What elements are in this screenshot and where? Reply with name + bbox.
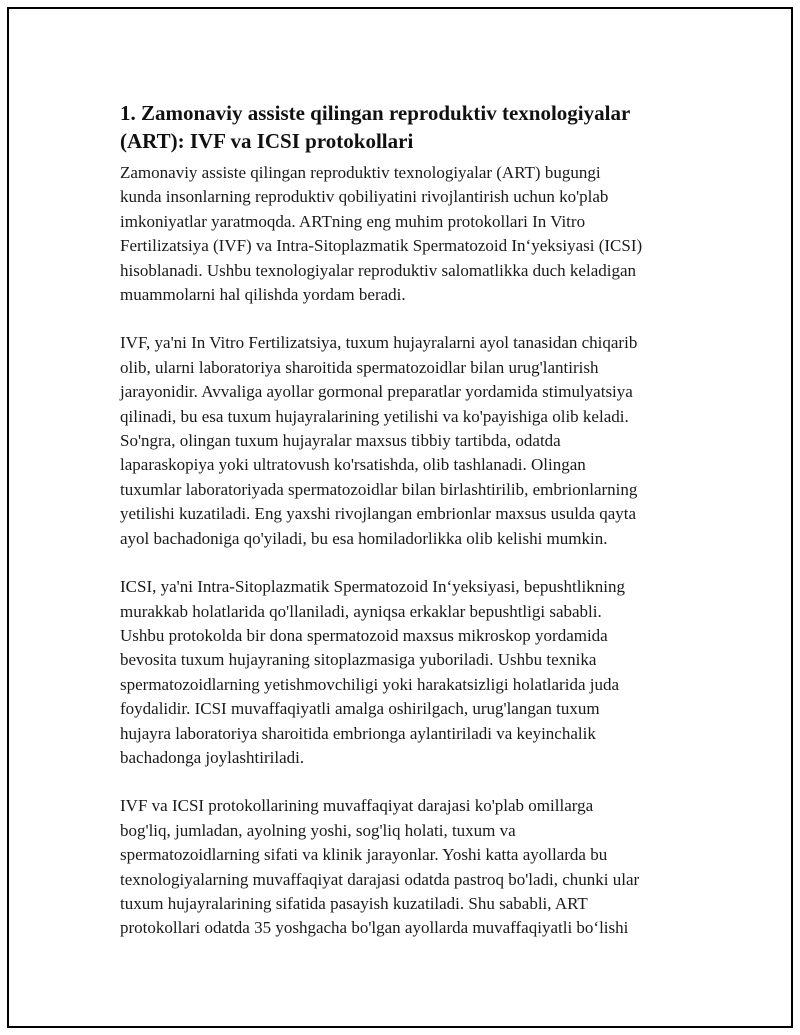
paragraph-success-rate: IVF va ICSI protokollarining muvaffaqiyat darajasi ko'plab omillarga bog'liq, jumladan, ayolning yoshi, sog'liq holati, tuxum va spermatozoidlarning sifati va klinik jarayonlar. Yoshi katta ayollarda bu texnologiyalarning muvaffaqiyat darajasi odatda pastroq bo'ladi, chunki ular tuxum hujayralarining sifatida pasayish kuzatiladi. Shu sababli, ART protokollari odatda 35 yoshgacha bo'lgan ayollarda muvaffaqiyatli boʻlishi [120,796,640,938]
document-body [120,99,695,965]
heading-line-2: (ART): IVF va ICSI protokollari [120,129,414,153]
paragraph-ivf: IVF, ya'ni In Vitro Fertilizatsiya, tuxum hujayralarni ayol tanasidan chiqarib olib, ularni laboratoriya sharoitida spermatozoidlar bilan urug'lantirish jarayonidir. Avvaliga ayollar gormonal preparatlar yordamida stimulyatsiya qilinadi, bu esa tuxum hujayralarining yetilishi va ko'payishiga olib keladi. So'ngra, olingan tuxum hujayralar maxsus tibbiy tartibda, odatda laparaskopiya yoki ultratovush ko'rsatishda, olib tashlanadi. Olingan tuxumlar laboratoriyada spermatozoidlar bilan birlashtirilib, embrionlarning yetilishi kuzatiladi. Eng yaxshi rivojlangan embrionlar maxsus usulda qayta ayol bachadoniga qo'yiladi, bu esa homiladorlikka olib kelishi mumkin. [120,333,638,548]
page-frame [7,7,793,1028]
paragraph-art-intro: Zamonaviy assiste qilingan reproduktiv texnologiyalar (ART) bugungi kunda insonlarning reproduktiv qobiliyatini rivojlantirish uchun ko'plab imkoniyatlar yaratmoqda. ARTning eng muhim protokollari In Vitro Fertilizatsiya (IVF) va Intra-Sitoplazmatik Spermatozoid Inʻyeksiyasi (ICSI) hisoblanadi. Ushbu texnologiyalar reproduktiv salomatlikka duch keladigan muammolarni hal qilishda yordam beradi. [120,163,643,305]
section-heading [120,99,695,155]
heading-line-1: 1. Zamonaviy assiste qilingan reproduktiv texnologiyalar [120,101,631,125]
paragraph-icsi: ICSI, ya'ni Intra-Sitoplazmatik Spermatozoid Inʻyeksiyasi, bepushtlikning murakkab holatlarida qo'llaniladi, ayniqsa erkaklar bepushtligi sababli. Ushbu protokolda bir dona spermatozoid maxsus mikroskop yordamida bevosita tuxum hujayraning sitoplazmasiga yuboriladi. Ushbu texnika spermatozoidlarning yetishmovchiligi yoki harakatsizligi holatlarida juda foydalidir. ICSI muvaffaqiyatli amalga oshirilgach, urug'langan tuxum hujayra laboratoriya sharoitida embrionga aylantiriladi va keyinchalik bachadonga joylashtiriladi. [120,577,625,767]
